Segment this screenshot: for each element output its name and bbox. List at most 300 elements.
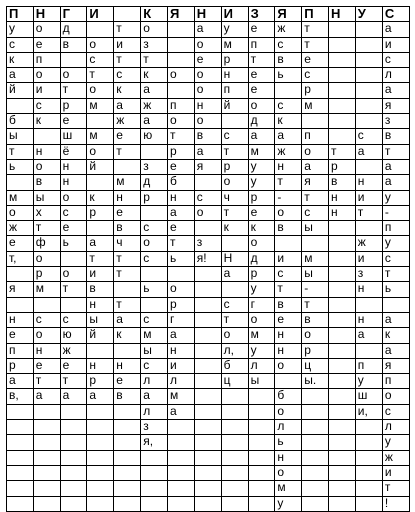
grid-cell [355, 343, 382, 358]
grid-cell [221, 404, 248, 419]
grid-cell: с [33, 312, 60, 327]
grid-cell: ь [275, 68, 302, 83]
grid-cell [60, 52, 87, 67]
grid-cell: т [302, 297, 329, 312]
grid-cell: о [221, 175, 248, 190]
grid-cell: с [221, 129, 248, 144]
grid-cell: р [168, 297, 195, 312]
grid-cell: Н [329, 7, 356, 22]
grid-cell: о [168, 282, 195, 297]
grid-cell: а [248, 129, 275, 144]
grid-cell [33, 465, 60, 480]
grid-cell: т, [7, 251, 34, 266]
grid-cell [302, 496, 329, 511]
grid-cell: ж [275, 144, 302, 159]
grid-cell: о [275, 205, 302, 220]
grid-cell [329, 251, 356, 266]
grid-row [7, 221, 410, 236]
grid-cell: и [355, 251, 382, 266]
grid-cell: е [302, 52, 329, 67]
grid-cell: ю [141, 129, 168, 144]
grid-cell [194, 481, 221, 496]
grid-cell: а [141, 114, 168, 129]
grid-cell: т [114, 267, 141, 282]
grid-cell: п [168, 98, 195, 113]
grid-cell: р [33, 267, 60, 282]
grid-cell: о [275, 465, 302, 480]
grid-cell: о [87, 144, 114, 159]
grid-cell: о [168, 114, 195, 129]
grid-cell: л [248, 358, 275, 373]
grid-cell: с [141, 221, 168, 236]
grid-cell: п [7, 343, 34, 358]
grid-cell: и [355, 190, 382, 205]
grid-cell: е [275, 312, 302, 327]
grid-cell [114, 7, 141, 22]
grid-cell: н [87, 297, 114, 312]
grid-row [7, 297, 410, 312]
grid-row [7, 312, 410, 327]
grid-cell: н [275, 328, 302, 343]
grid-cell: а [141, 83, 168, 98]
grid-cell: а [382, 83, 409, 98]
grid-cell: о [87, 37, 114, 52]
grid-cell [194, 221, 221, 236]
grid-cell: Г [60, 7, 87, 22]
grid-cell: т [302, 22, 329, 37]
grid-cell [221, 450, 248, 465]
grid-cell: м [87, 129, 114, 144]
grid-cell: с [355, 129, 382, 144]
grid-cell: р [168, 144, 195, 159]
grid-cell [221, 435, 248, 450]
grid-cell: н [194, 98, 221, 113]
grid-cell [248, 496, 275, 511]
grid-cell: т [60, 374, 87, 389]
grid-header-row [7, 7, 410, 22]
grid-cell: и [382, 37, 409, 52]
grid-cell [302, 435, 329, 450]
grid-cell: о [7, 205, 34, 220]
grid-cell [168, 435, 195, 450]
grid-cell: ы [33, 190, 60, 205]
grid-cell: е [168, 221, 195, 236]
grid-cell: ь [382, 282, 409, 297]
grid-cell: ь [60, 236, 87, 251]
grid-cell [194, 465, 221, 480]
grid-cell: а [87, 236, 114, 251]
grid-cell: ж [141, 98, 168, 113]
grid-cell: т [114, 297, 141, 312]
grid-cell: ы [7, 129, 34, 144]
grid-cell: с [302, 205, 329, 220]
grid-cell [329, 68, 356, 83]
grid-cell: п [382, 221, 409, 236]
grid-cell: п [221, 83, 248, 98]
grid-cell [168, 22, 195, 37]
grid-cell: к [114, 83, 141, 98]
grid-cell [7, 481, 34, 496]
grid-cell: к [221, 221, 248, 236]
grid-cell: у [248, 175, 275, 190]
grid-cell: ж [275, 22, 302, 37]
grid-cell: а [382, 159, 409, 174]
grid-cell: ц [302, 358, 329, 373]
grid-cell [355, 435, 382, 450]
grid-cell [329, 404, 356, 419]
grid-cell: а [33, 389, 60, 404]
grid-cell [355, 481, 382, 496]
grid-cell: а [221, 267, 248, 282]
grid-cell [60, 251, 87, 266]
grid-cell: м [168, 389, 195, 404]
grid-cell [194, 496, 221, 511]
grid-row [7, 374, 410, 389]
grid-cell [114, 282, 141, 297]
grid-cell: т [141, 52, 168, 67]
grid-cell: о [33, 328, 60, 343]
grid-cell [60, 496, 87, 511]
grid-cell: о [60, 190, 87, 205]
grid-cell: с [141, 251, 168, 266]
grid-cell [275, 374, 302, 389]
grid-cell [141, 450, 168, 465]
grid-cell: в [275, 52, 302, 67]
grid-cell: с [60, 205, 87, 220]
grid-cell: а [194, 144, 221, 159]
grid-cell [329, 358, 356, 373]
grid-cell: о [168, 68, 195, 83]
grid-cell: И [87, 7, 114, 22]
grid-cell: к [87, 190, 114, 205]
grid-cell: а [194, 22, 221, 37]
grid-cell: ю [60, 328, 87, 343]
grid-cell [33, 404, 60, 419]
grid-cell [329, 450, 356, 465]
grid-cell [60, 404, 87, 419]
grid-row [7, 37, 410, 52]
grid-cell: о [248, 312, 275, 327]
grid-cell [248, 481, 275, 496]
grid-cell: м [33, 282, 60, 297]
grid-cell: с [275, 37, 302, 52]
grid-cell: р [7, 358, 34, 373]
grid-cell: с [382, 404, 409, 419]
grid-cell: т [7, 144, 34, 159]
grid-row [7, 175, 410, 190]
grid-cell: з [141, 420, 168, 435]
grid-cell: м [141, 328, 168, 343]
grid-row [7, 98, 410, 113]
grid-cell: н [87, 358, 114, 373]
grid-cell: г [168, 312, 195, 327]
grid-cell [33, 481, 60, 496]
grid-row [7, 435, 410, 450]
grid-cell: - [382, 205, 409, 220]
grid-cell: м [302, 98, 329, 113]
grid-cell: а [114, 312, 141, 327]
grid-cell: е [168, 159, 195, 174]
grid-cell: т [87, 68, 114, 83]
grid-cell: т [275, 175, 302, 190]
grid-cell: я [382, 358, 409, 373]
grid-cell: р [87, 205, 114, 220]
grid-cell: н [33, 343, 60, 358]
grid-cell: л, [221, 343, 248, 358]
grid-cell: ! [382, 496, 409, 511]
grid-cell: а [382, 175, 409, 190]
grid-cell: м [114, 175, 141, 190]
grid-cell: х [33, 205, 60, 220]
grid-cell: р [248, 190, 275, 205]
grid-cell: У [355, 7, 382, 22]
grid-cell [87, 114, 114, 129]
grid-cell: ж [355, 236, 382, 251]
grid-cell: т [382, 481, 409, 496]
grid-cell: т [33, 221, 60, 236]
grid-cell: н [355, 282, 382, 297]
grid-cell: а [302, 159, 329, 174]
grid-cell [329, 465, 356, 480]
grid-cell: е [248, 68, 275, 83]
grid-cell: м [302, 251, 329, 266]
grid-cell: н [329, 205, 356, 220]
grid-cell [302, 420, 329, 435]
grid-cell: ц [221, 374, 248, 389]
grid-cell: т [168, 236, 195, 251]
grid-cell: н [275, 450, 302, 465]
grid-row [7, 22, 410, 37]
grid-cell: т [60, 282, 87, 297]
grid-cell: н [275, 343, 302, 358]
grid-cell [114, 420, 141, 435]
grid-cell: и [114, 37, 141, 52]
grid-cell: а [7, 374, 34, 389]
grid-cell [194, 450, 221, 465]
grid-cell [7, 496, 34, 511]
grid-cell: р [329, 159, 356, 174]
grid-cell: л [382, 68, 409, 83]
grid-cell [194, 389, 221, 404]
grid-cell: г [248, 297, 275, 312]
grid-cell: у [382, 435, 409, 450]
grid-cell [87, 221, 114, 236]
grid-cell [7, 98, 34, 113]
grid-cell: ж [60, 343, 87, 358]
grid-cell: т [355, 205, 382, 220]
grid-cell: е [248, 205, 275, 220]
grid-cell [355, 114, 382, 129]
grid-cell [33, 297, 60, 312]
grid-cell: о [194, 68, 221, 83]
grid-cell: в [275, 297, 302, 312]
grid-cell: о [33, 22, 60, 37]
grid-cell [329, 22, 356, 37]
grid-cell [248, 420, 275, 435]
grid-row [7, 267, 410, 282]
grid-cell [221, 481, 248, 496]
grid-cell: ж [114, 114, 141, 129]
grid-cell: К [141, 7, 168, 22]
grid-cell: а [168, 205, 195, 220]
grid-cell: п [302, 129, 329, 144]
grid-cell: л [141, 374, 168, 389]
grid-cell [194, 343, 221, 358]
grid-cell: ё [60, 144, 87, 159]
grid-row [7, 144, 410, 159]
grid-cell [329, 129, 356, 144]
grid-cell: о [60, 68, 87, 83]
grid-row [7, 159, 410, 174]
grid-cell: р [221, 159, 248, 174]
grid-cell [355, 496, 382, 511]
grid-cell: н [60, 175, 87, 190]
grid-cell: к [382, 328, 409, 343]
grid-cell: а [275, 129, 302, 144]
grid-cell [168, 83, 195, 98]
grid-cell: р [87, 374, 114, 389]
grid-cell: е [60, 358, 87, 373]
grid-cell [7, 420, 34, 435]
grid-row [7, 420, 410, 435]
grid-cell [329, 435, 356, 450]
grid-cell [168, 37, 195, 52]
grid-cell [221, 389, 248, 404]
grid-cell: а [114, 98, 141, 113]
grid-cell [221, 236, 248, 251]
grid-row [7, 251, 410, 266]
grid-cell [275, 83, 302, 98]
grid-cell: к [141, 68, 168, 83]
grid-cell: р [221, 52, 248, 67]
grid-cell [168, 267, 195, 282]
grid-cell [141, 481, 168, 496]
grid-cell: о [302, 144, 329, 159]
grid-cell: е [114, 374, 141, 389]
grid-cell: т [114, 52, 141, 67]
grid-cell: у [382, 236, 409, 251]
grid-cell: т [114, 22, 141, 37]
grid-cell: о [194, 83, 221, 98]
grid-cell [302, 481, 329, 496]
grid-cell: с [7, 37, 34, 52]
grid-cell: т [275, 282, 302, 297]
grid-cell [60, 435, 87, 450]
grid-cell [355, 221, 382, 236]
grid-cell: ы [248, 374, 275, 389]
grid-cell: м [221, 37, 248, 52]
grid-cell: и [87, 267, 114, 282]
grid-cell [168, 481, 195, 496]
grid-cell [382, 297, 409, 312]
grid-cell: в [275, 221, 302, 236]
grid-cell: б [221, 358, 248, 373]
grid-cell [221, 465, 248, 480]
grid-cell [329, 52, 356, 67]
grid-cell [302, 404, 329, 419]
grid-cell: у [221, 22, 248, 37]
grid-cell [302, 450, 329, 465]
grid-cell: и [275, 251, 302, 266]
grid-cell: у [382, 190, 409, 205]
grid-cell: И [221, 7, 248, 22]
grid-cell: ж [7, 221, 34, 236]
grid-row [7, 129, 410, 144]
grid-cell: ь [275, 435, 302, 450]
grid-cell [33, 496, 60, 511]
grid-cell [114, 465, 141, 480]
grid-cell: а [141, 389, 168, 404]
grid-cell [141, 205, 168, 220]
grid-cell: а [168, 404, 195, 419]
grid-cell [114, 496, 141, 511]
grid-cell: л [275, 420, 302, 435]
grid-cell: о [194, 37, 221, 52]
grid-cell: о [87, 83, 114, 98]
grid-cell [221, 420, 248, 435]
grid-cell [302, 389, 329, 404]
grid-cell: с [275, 267, 302, 282]
grid-cell: з [355, 267, 382, 282]
grid-cell: е [60, 221, 87, 236]
grid-cell: ы [302, 267, 329, 282]
grid-cell [221, 282, 248, 297]
grid-cell [141, 297, 168, 312]
grid-cell [329, 98, 356, 113]
grid-cell [194, 420, 221, 435]
grid-cell: т [382, 267, 409, 282]
grid-cell: ф [33, 236, 60, 251]
grid-cell: а [382, 343, 409, 358]
grid-cell: с [114, 68, 141, 83]
grid-cell: н [60, 159, 87, 174]
grid-cell: п [248, 37, 275, 52]
grid-cell: б [7, 114, 34, 129]
grid-cell: ч [114, 236, 141, 251]
grid-cell: т [382, 144, 409, 159]
grid-cell [329, 389, 356, 404]
grid-row [7, 450, 410, 465]
grid-cell: з [141, 159, 168, 174]
grid-cell: л [382, 420, 409, 435]
grid-cell: н [114, 358, 141, 373]
grid-cell: Я [168, 7, 195, 22]
grid-cell [114, 404, 141, 419]
grid-cell [194, 282, 221, 297]
grid-cell: Я [275, 7, 302, 22]
grid-cell: я, [141, 435, 168, 450]
grid-cell: р [302, 83, 329, 98]
grid-cell [275, 236, 302, 251]
grid-cell [141, 144, 168, 159]
grid-cell [355, 68, 382, 83]
grid-cell [33, 420, 60, 435]
grid-cell: а [168, 328, 195, 343]
grid-cell: з [194, 236, 221, 251]
grid-cell: о [33, 159, 60, 174]
grid-cell: т [221, 312, 248, 327]
grid-cell: ы. [302, 374, 329, 389]
grid-cell: ш [60, 129, 87, 144]
grid-cell: н [355, 175, 382, 190]
grid-row [7, 496, 410, 511]
grid-cell: я! [194, 251, 221, 266]
grid-cell: е [33, 37, 60, 52]
grid-cell: к [275, 114, 302, 129]
grid-cell: к [248, 221, 275, 236]
grid-cell: в [302, 312, 329, 327]
grid-cell: е [33, 358, 60, 373]
